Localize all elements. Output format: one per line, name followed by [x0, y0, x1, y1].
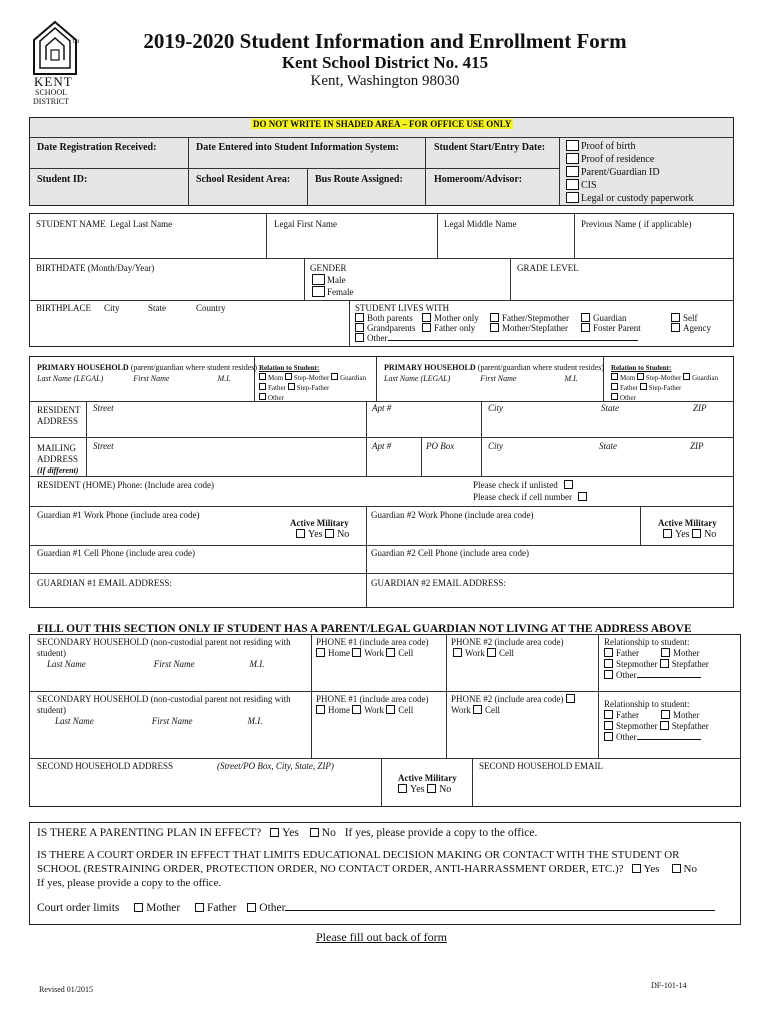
g2-work-phone-field[interactable]: Guardian #2 Work Phone (include area code)	[371, 510, 534, 520]
lives-grandparents[interactable]: Grandparents	[355, 323, 415, 333]
resident-area-label: School Resident Area:	[196, 174, 291, 185]
secondary-household-2[interactable]: SECONDARY HOUSEHOLD (non-custodial parent not residing with student) Last Name First Name M.I.	[37, 694, 291, 726]
logo-tm: TM	[72, 40, 80, 45]
bus-route-label: Bus Route Assigned:	[315, 174, 403, 185]
g2-military-yes-checkbox	[663, 529, 672, 538]
male-checkbox[interactable]	[312, 274, 325, 285]
resident-street-field[interactable]: Street	[93, 403, 114, 413]
secondary-2-relationship[interactable]: Relationship to student: Father Mother Stepmother Stepfather Other	[604, 699, 709, 742]
student-id-label: Student ID:	[37, 174, 88, 185]
home-phone-field[interactable]: RESIDENT (HOME) Phone: (Include area code)	[37, 480, 215, 490]
cell-number-option[interactable]: Please check if cell number	[473, 492, 590, 502]
revision-date: Revised 01/2015	[39, 985, 93, 994]
proof-cis-option[interactable]: CIS	[566, 179, 693, 192]
lives-both-parents[interactable]: Both parents	[355, 313, 413, 323]
student-last-name-field[interactable]: STUDENT NAME Legal Last Name	[36, 219, 173, 229]
proof-custody-checkbox[interactable]	[566, 192, 579, 203]
gender-label: GENDER	[310, 263, 347, 273]
g2-cell-phone-field[interactable]: Guardian #2 Cell Phone (include area code)	[371, 548, 529, 558]
proof-residence-option[interactable]: Proof of residence	[566, 153, 693, 166]
student-first-name-field[interactable]: Legal First Name	[274, 219, 337, 229]
district-location: Kent, Washington 98030	[310, 73, 460, 89]
page-title: 2019-2020 Student Information and Enrollment Form	[143, 29, 627, 53]
birthplace-city-field[interactable]: City	[104, 303, 120, 313]
gender-male-option[interactable]: Male	[312, 274, 346, 285]
secondary-2-phone1[interactable]: PHONE #1 (include area code) Home Work Cell	[316, 694, 429, 715]
birthdate-field[interactable]: BIRTHDATE (Month/Day/Year)	[36, 263, 155, 273]
proof-custody-option[interactable]: Legal or custody paperwork	[566, 192, 693, 205]
second-household-email-field[interactable]: SECOND HOUSEHOLD EMAIL	[479, 761, 603, 771]
back-of-form-note: Please fill out back of form	[316, 930, 447, 944]
g1-active-military-options[interactable]: Yes No	[296, 529, 349, 540]
unlisted-option[interactable]: Please check if unlisted	[473, 480, 576, 490]
lives-with-label: STUDENT LIVES WITH	[355, 303, 450, 313]
primary-household-2[interactable]: PRIMARY HOUSEHOLD (parent/guardian where student resides) Last Name (LEGAL) First Name M.I.	[384, 363, 605, 383]
lives-father-stepmother[interactable]: Father/Stepmother	[490, 313, 569, 323]
form-code: DF-101-14	[651, 981, 687, 990]
lives-guardian[interactable]: Guardian	[581, 313, 627, 323]
g2-active-military-options[interactable]: Yes No	[663, 529, 716, 540]
lives-mother-stepfather[interactable]: Mother/Stepfather	[490, 323, 568, 333]
gender-female-option[interactable]: Female	[312, 286, 354, 297]
lives-father-only[interactable]: Father only	[422, 323, 475, 333]
start-date-label: Student Start/Entry Date:	[434, 142, 546, 153]
date-entered-label: Date Entered into Student Information System:	[196, 142, 399, 153]
lives-other[interactable]: Other	[355, 333, 638, 343]
secondary-active-military-label: Active Military	[398, 773, 457, 783]
secondary-active-military-options[interactable]: Yes No	[398, 784, 451, 795]
resident-zip-field[interactable]: ZIP	[693, 403, 707, 413]
logo-district: DISTRICT	[33, 97, 69, 106]
proof-id-checkbox[interactable]	[566, 166, 579, 177]
g2-email-field[interactable]: GUARDIAN #2 EMAIL ADDRESS:	[371, 578, 506, 588]
relation-2: Relation to Student: Mom Step-Mother Guardian Father Step-Father Other	[611, 364, 719, 402]
second-household-address-field[interactable]: SECOND HOUSEHOLD ADDRESS (Street/PO Box, City, State, ZIP)	[37, 761, 334, 771]
mailing-zip-field[interactable]: ZIP	[690, 441, 704, 451]
primary-household-1[interactable]: PRIMARY HOUSEHOLD (parent/guardian where student resides) Last Name (LEGAL) First Name M.I.	[37, 363, 258, 383]
court-order-question[interactable]: IS THERE A COURT ORDER IN EFFECT THAT LIMITS EDUCATIONAL DECISION MAKING OR CONTACT WITH THE STUDENT OR SCHOOL (RESTRAINING ORDER, PROTECTION ORDER, NO CONTACT ORDER, ANTI-HARRASSMENT ORDER, ETC.)? Yes No If yes, please provide a copy to the office.	[37, 849, 697, 889]
secondary-household-1[interactable]: SECONDARY HOUSEHOLD (non-custodial parent not residing with student) Last Name First Name M.I.	[37, 637, 291, 669]
district-name: Kent School District No. 415	[281, 53, 489, 72]
birthplace-state-field[interactable]: State	[148, 303, 166, 313]
secondary-1-phone1[interactable]: PHONE #1 (include area code) Home Work Cell	[316, 637, 429, 658]
resident-state-field[interactable]: State	[601, 403, 619, 413]
proof-birth-checkbox[interactable]	[566, 140, 579, 151]
female-checkbox[interactable]	[312, 286, 325, 297]
g1-cell-phone-field[interactable]: Guardian #1 Cell Phone (include area code)	[37, 548, 195, 558]
mailing-address-label: MAILING ADDRESS (If different)	[37, 443, 79, 475]
student-middle-name-field[interactable]: Legal Middle Name	[444, 219, 517, 229]
mailing-street-field[interactable]: Street	[93, 441, 114, 451]
parenting-plan-question[interactable]: IS THERE A PARENTING PLAN IN EFFECT? Yes No If yes, please provide a copy to the office.	[37, 827, 538, 839]
g1-work-phone-field[interactable]: Guardian #1 Work Phone (include area code)	[37, 510, 200, 520]
lives-mother-only[interactable]: Mother only	[422, 313, 479, 323]
g2-active-military-label: Active Military	[658, 518, 717, 528]
student-previous-name-field[interactable]: Previous Name ( if applicable)	[581, 219, 692, 229]
proof-residence-checkbox[interactable]	[566, 153, 579, 164]
resident-apt-field[interactable]: Apt #	[372, 403, 392, 413]
mailing-state-field[interactable]: State	[599, 441, 617, 451]
resident-address-label: RESIDENT ADDRESS	[37, 405, 81, 426]
proof-birth-option[interactable]: Proof of birth	[566, 140, 693, 153]
lives-foster-parent[interactable]: Foster Parent	[581, 323, 641, 333]
relation-1: Relation to Student: Mom Step-Mother Guardian Father Step-Father Other	[259, 364, 367, 402]
birthplace-label: BIRTHPLACE	[36, 303, 91, 313]
secondary-1-relationship[interactable]: Relationship to student: Father Mother Stepmother Stepfather Other	[604, 637, 709, 680]
logo-school: SCHOOL	[35, 88, 68, 97]
mailing-pobox-field[interactable]: PO Box	[426, 441, 455, 451]
proof-list	[566, 140, 693, 205]
secondary-1-phone2[interactable]: PHONE #2 (include area code) Work Cell	[451, 637, 564, 658]
g1-email-field[interactable]: GUARDIAN #1 EMAIL ADDRESS:	[37, 578, 172, 588]
homeroom-label: Homeroom/Advisor:	[434, 174, 523, 185]
lives-agency[interactable]: Agency	[671, 323, 711, 333]
lives-self[interactable]: Self	[671, 313, 698, 323]
g2-military-no-checkbox	[692, 529, 701, 538]
court-order-limits[interactable]: Court order limits Mother Father Other	[37, 902, 715, 914]
date-received-label: Date Registration Received:	[37, 142, 157, 153]
g1-military-no-checkbox	[325, 529, 334, 538]
g1-active-military-label: Active Military	[290, 518, 349, 528]
secondary-heading: FILL OUT THIS SECTION ONLY IF STUDENT HAS A PARENT/LEGAL GUARDIAN NOT LIVING AT THE ADDRESS ABOVE	[37, 623, 692, 635]
office-banner: DO NOT WRITE IN SHADED AREA – FOR OFFICE USE ONLY	[253, 119, 512, 129]
proof-id-option[interactable]: Parent/Guardian ID	[566, 166, 693, 179]
resident-city-field[interactable]: City	[488, 403, 503, 413]
mailing-apt-field[interactable]: Apt #	[372, 441, 392, 451]
g1-military-yes-checkbox	[296, 529, 305, 538]
grade-level-field[interactable]: GRADE LEVEL	[517, 263, 579, 273]
proof-cis-checkbox[interactable]	[566, 179, 579, 190]
secondary-2-phone2[interactable]: PHONE #2 (include area code) Work Cell	[451, 694, 578, 716]
mailing-city-field[interactable]: City	[488, 441, 503, 451]
birthplace-country-field[interactable]: Country	[196, 303, 226, 313]
logo-kent: KENT	[34, 74, 73, 89]
